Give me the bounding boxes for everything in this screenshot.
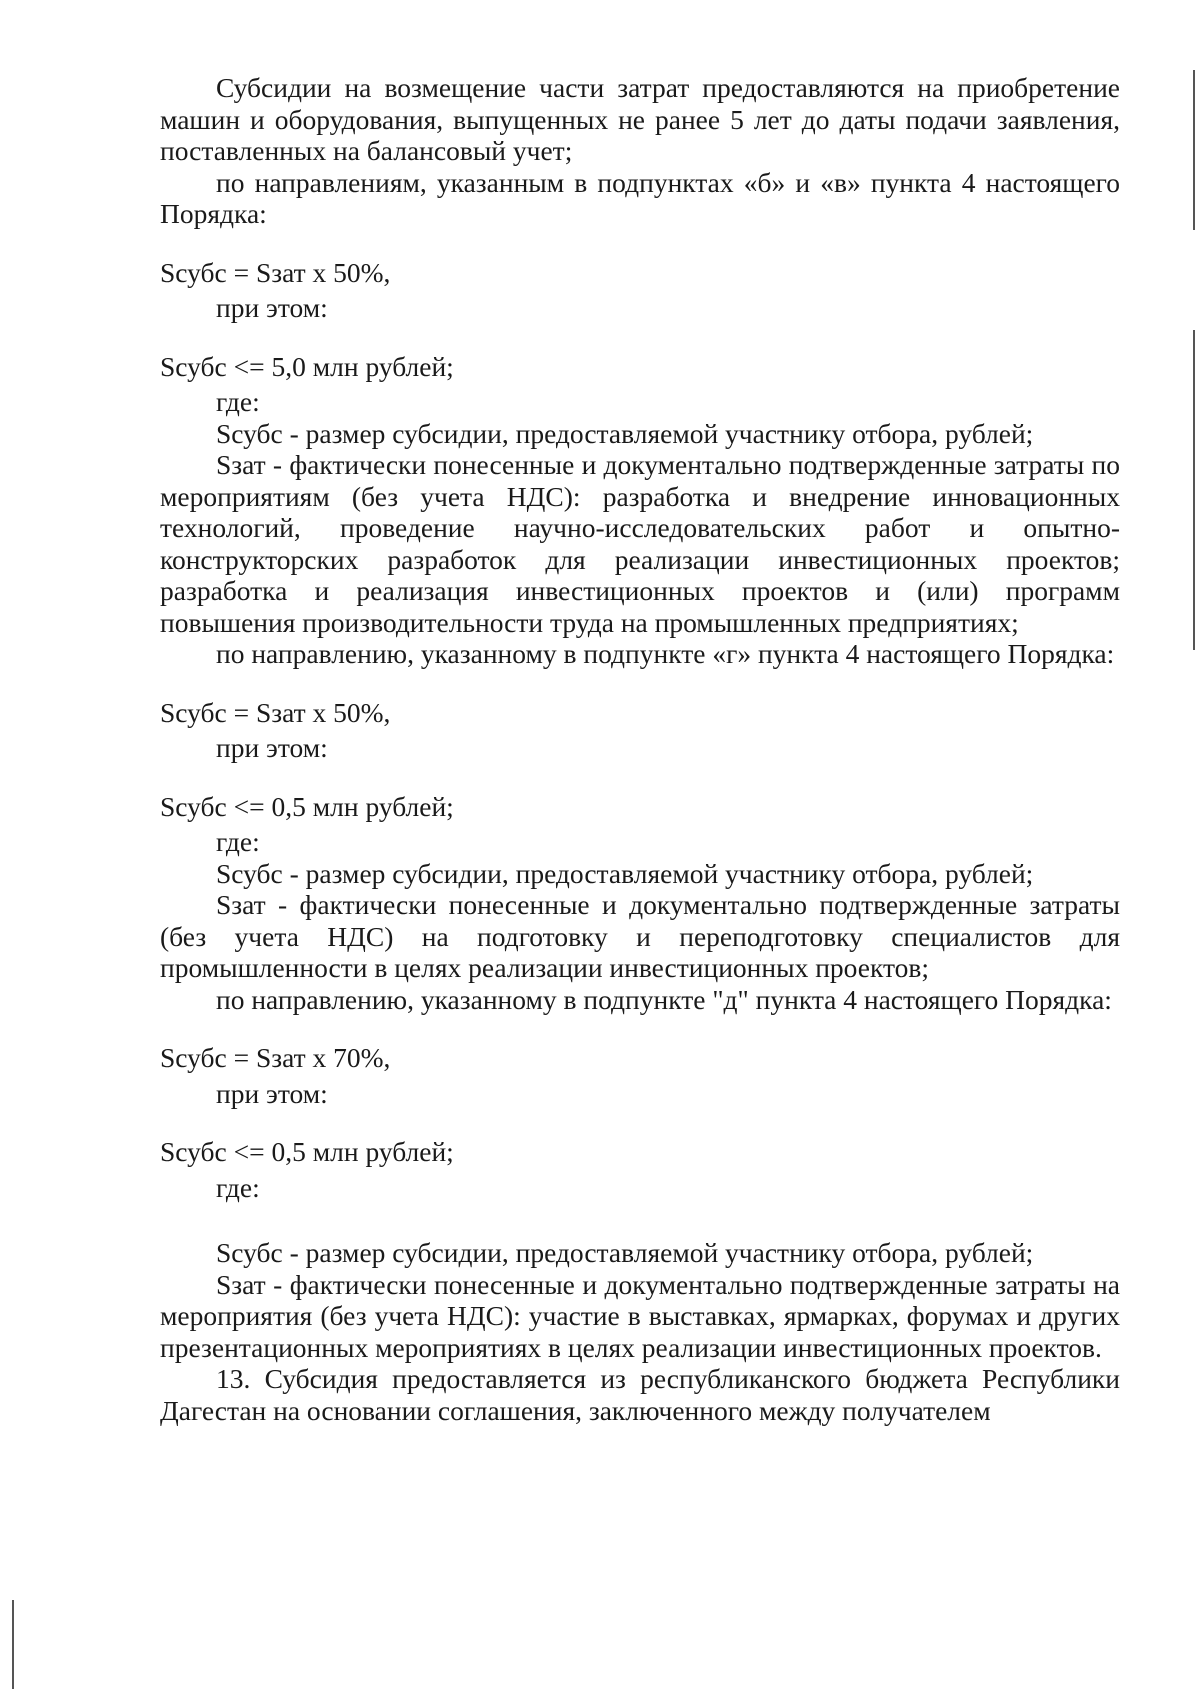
definition-ssubs-3: Sсубс - размер субсидии, предоставляемой участнику отбора, рублей; (216, 1237, 1034, 1268)
scan-edge-mark-left (12, 1600, 14, 1689)
definition-ssubs-2: Sсубс - размер субсидии, предоставляемой участнику отбора, рублей; (216, 857, 1034, 889)
formula-limit-05mln-1: Sсубс <= 0,5 млн рублей; (160, 790, 454, 822)
paragraph-13: 13. Субсидия предоставляется из республиканского бюджета Республики Дагестан на основании соглашения, заключенного между получателем (160, 1363, 1120, 1426)
label-pri-etom-1: при этом: (216, 292, 328, 323)
label-gde-2: где: (216, 826, 260, 857)
definition-szat-3: Sзат - фактически понесенные и документально подтвержденные затраты на мероприятия (без учета НДС): участие в выставках, ярмарках, форумах и других презентационных мероприятиях в целях реализации инвестиционных проектов. (160, 1268, 1120, 1363)
definition-ssubs-1: Sсубс - размер субсидии, предоставляемой участнику отбора, рублей; (216, 417, 1034, 449)
paragraph-direction-d: по направлению, указанному в подпункте "д" пункта 4 настоящего Порядка: (216, 983, 1112, 1015)
formula-limit-5mln: Sсубс <= 5,0 млн рублей; (160, 350, 454, 382)
label-gde-3: где: (216, 1171, 260, 1203)
formula-subsidy-50-2: Sсубс = Sзат x 50%, (160, 696, 391, 728)
label-gde-1: где: (216, 386, 260, 417)
spacer (160, 1203, 1120, 1237)
paragraph-direction-g: по направлению, указанному в подпункте «г» пункта 4 настоящего Порядка: (216, 638, 1115, 669)
paragraph-directions-b-v: по направлениям, указанным в подпунктах «б» и «в» пункта 4 настоящего Порядка: (160, 166, 1120, 229)
label-pri-etom-3: при этом: (216, 1077, 328, 1109)
formula-subsidy-50-1: Sсубс = Sзат x 50%, (160, 256, 391, 288)
definition-szat-2: Sзат - фактически понесенные и документально подтвержденные затраты (без учета НДС) на подготовку и переподготовку специалистов для промышленности в целях реализации инвестиционных проектов; (160, 889, 1120, 983)
paragraph-equipment: Субсидии на возмещение части затрат предоставляются на приобретение машин и оборудования, выпущенных не ранее 5 лет до даты подачи заявления, поставленных на балансовый учет; (160, 72, 1120, 166)
scan-edge-mark-right-2 (1193, 330, 1195, 650)
document-page (160, 72, 1120, 1426)
label-pri-etom-2: при этом: (216, 732, 328, 763)
formula-subsidy-70: Sсубс = Sзат x 70%, (160, 1042, 391, 1073)
formula-limit-05mln-2: Sсубс <= 0,5 млн рублей; (160, 1136, 454, 1167)
definition-szat-1: Sзат - фактически понесенные и документально подтвержденные затраты по мероприятиям (без учета НДС): разработка и внедрение инновационных технологий, проведение научно-исследовательских работ и опытно-конструкторских разработок для реализации инвестиционных проектов; разработка и реализация инвестиционных проектов и (или) программ повышения производительности труда на промышленных предприятиях; (160, 449, 1120, 638)
scan-edge-mark-right-1 (1193, 70, 1195, 230)
